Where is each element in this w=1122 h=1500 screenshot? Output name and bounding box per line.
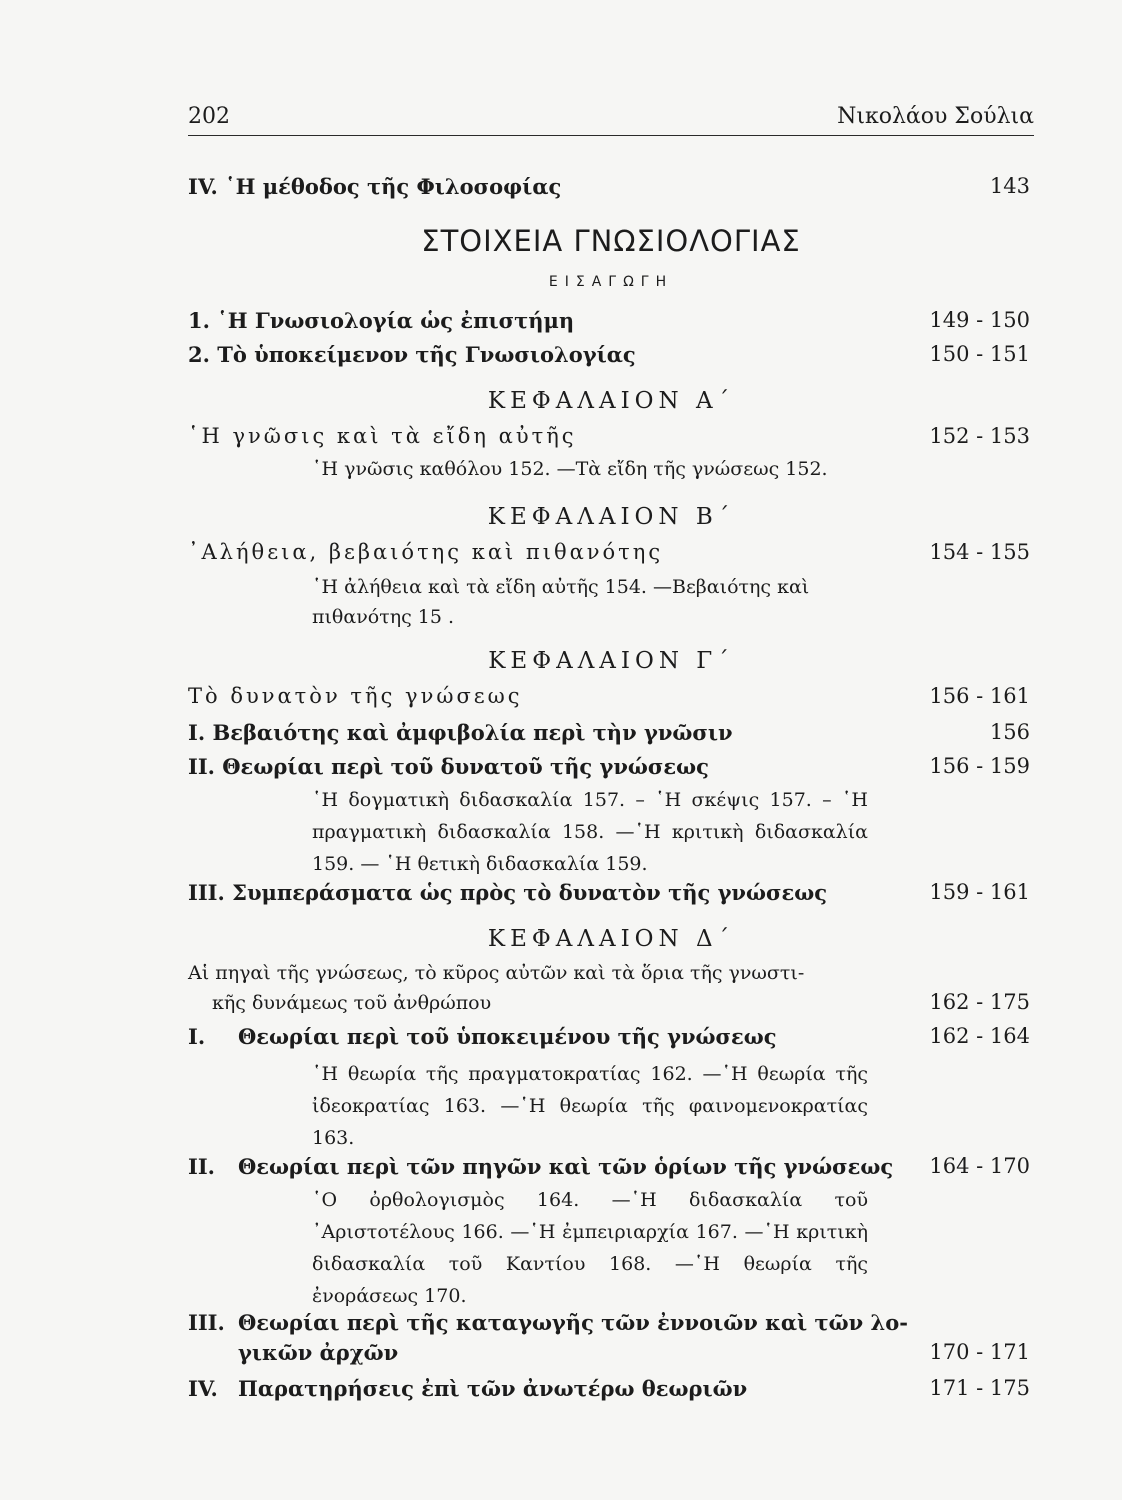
toc-roman: I. bbox=[188, 1024, 206, 1049]
toc-entry: Θεωρίαι περὶ τῆς καταγωγῆς τῶν ἐννοιῶν καὶ τῶν λο- bbox=[238, 1310, 908, 1335]
toc-roman: III. bbox=[188, 1310, 225, 1335]
page-number: 202 bbox=[188, 104, 230, 129]
toc-page: 154 - 155 bbox=[929, 540, 1030, 564]
toc-page: 162 - 175 bbox=[929, 990, 1030, 1014]
toc-page: 156 - 161 bbox=[929, 684, 1030, 708]
chapter-title: ᾿Αλήθεια, βεβαιότης καὶ πιθανότης bbox=[188, 540, 664, 564]
toc-entry: Θεωρίαι περὶ τοῦ ὑποκειμένου τῆς γνώσεως bbox=[238, 1024, 777, 1049]
sub-entries: ῾Η δογματικὴ διδασκαλία 157. – ῾Η σκέψις 157. – ῾Η πραγματικὴ διδασκαλία 158. —῾Η κριτικὴ διδασκαλία 159. — ῾Η θετικὴ διδασκαλία 159. bbox=[312, 789, 868, 875]
toc-entry: Παρατηρήσεις ἐπὶ τῶν ἀνωτέρω θεωριῶν bbox=[238, 1376, 748, 1401]
toc-page: 162 - 164 bbox=[929, 1024, 1030, 1048]
toc-page: 149 - 150 bbox=[929, 308, 1030, 332]
toc-roman: IV. bbox=[188, 1376, 218, 1401]
toc-page: 170 - 171 bbox=[929, 1340, 1030, 1364]
intro-heading: ΕΙΣΑΓΩΓΗ bbox=[548, 274, 674, 290]
toc-page: 156 bbox=[989, 720, 1030, 744]
toc-entry: 2. Τὸ ὑποκείμενον τῆς Γνωσιολογίας bbox=[188, 342, 636, 367]
chapter-heading: ΚΕΦΑΛΑΙΟΝ Β΄ bbox=[487, 504, 735, 530]
header-rule bbox=[188, 135, 1034, 136]
toc-page: 159 - 161 bbox=[929, 880, 1030, 904]
toc-page: 150 - 151 bbox=[929, 342, 1030, 366]
chapter-heading: ΚΕΦΑΛΑΙΟΝ Α΄ bbox=[487, 388, 735, 414]
sub-entries: πιθανότης 15 . bbox=[312, 606, 455, 628]
toc-page: 152 - 153 bbox=[929, 424, 1030, 448]
toc-page: 164 - 170 bbox=[929, 1154, 1030, 1178]
sub-entries: ῾Η θεωρία τῆς πραγματοκρατίας 162. —῾Η θεωρία τῆς ἰδεοκρατίας 163. —῾Η θεωρία τῆς φαινομενοκρατίας 163. bbox=[312, 1063, 868, 1149]
toc-page: 156 - 159 bbox=[929, 754, 1030, 778]
toc-entry: II. Θεωρίαι περὶ τοῦ δυνατοῦ τῆς γνώσεως bbox=[188, 754, 709, 779]
toc-page: 143 bbox=[989, 174, 1030, 198]
toc-entry: Θεωρίαι περὶ τῶν πηγῶν καὶ τῶν ὁρίων τῆς γνώσεως bbox=[238, 1154, 894, 1179]
toc-entry: 1. ῾Η Γνωσιολογία ὡς ἐπιστήμη bbox=[188, 308, 575, 333]
page bbox=[188, 0, 1034, 1500]
chapter-title: κῆς δυνάμεως τοῦ ἀνθρώπου bbox=[212, 992, 492, 1014]
toc-page: 171 - 175 bbox=[929, 1376, 1030, 1400]
section-title: ΣΤΟΙΧΕΙΑ ΓΝΩΣΙΟΛΟΓΙΑΣ bbox=[421, 224, 801, 258]
toc-entry: I. Βεβαιότης καὶ ἀμφιβολία περὶ τὴν γνῶσιν bbox=[188, 720, 733, 745]
toc-entry: III. Συμπεράσματα ὡς πρὸς τὸ δυνατὸν τῆς γνώσεως bbox=[188, 880, 828, 905]
toc-roman: II. bbox=[188, 1154, 215, 1179]
sub-entries: ῾Η ἀλήθεια καὶ τὰ εἴδη αὐτῆς 154. —Βεβαιότης καὶ bbox=[312, 576, 810, 598]
chapter-title: Τὸ δυνατὸν τῆς γνώσεως bbox=[188, 684, 523, 708]
chapter-title: Αἱ πηγαὶ τῆς γνώσεως, τὸ κῦρος αὐτῶν καὶ τὰ ὅρια τῆς γνωστι- bbox=[188, 962, 805, 984]
sub-entries: ῾Ο ὀρθολογισμὸς 164. —῾Η διδασκαλία τοῦ ᾿Αριστοτέλους 166. —῾Η ἐμπειριαρχία 167. —῾Η κριτικὴ διδασκαλία τοῦ Καντίου 168. —῾Η θεωρία τῆς ἐνοράσεως 170. bbox=[312, 1189, 868, 1307]
toc-entry-method: IV. ῾Η μέθοδος τῆς Φιλοσοφίας bbox=[188, 174, 562, 199]
chapter-title: ῾Η γνῶσις καὶ τὰ εἴδη αὐτῆς bbox=[188, 424, 577, 448]
toc-entry: γικῶν ἀρχῶν bbox=[238, 1340, 399, 1365]
chapter-heading: ΚΕΦΑΛΑΙΟΝ Γ΄ bbox=[488, 648, 734, 674]
chapter-heading: ΚΕΦΑΛΑΙΟΝ Δ΄ bbox=[487, 926, 735, 952]
sub-entries: ῾Η γνῶσις καθόλου 152. —Τὰ εἴδη τῆς γνώσεως 152. bbox=[312, 458, 828, 480]
running-title: Νικολάου Σούλια bbox=[837, 104, 1034, 129]
